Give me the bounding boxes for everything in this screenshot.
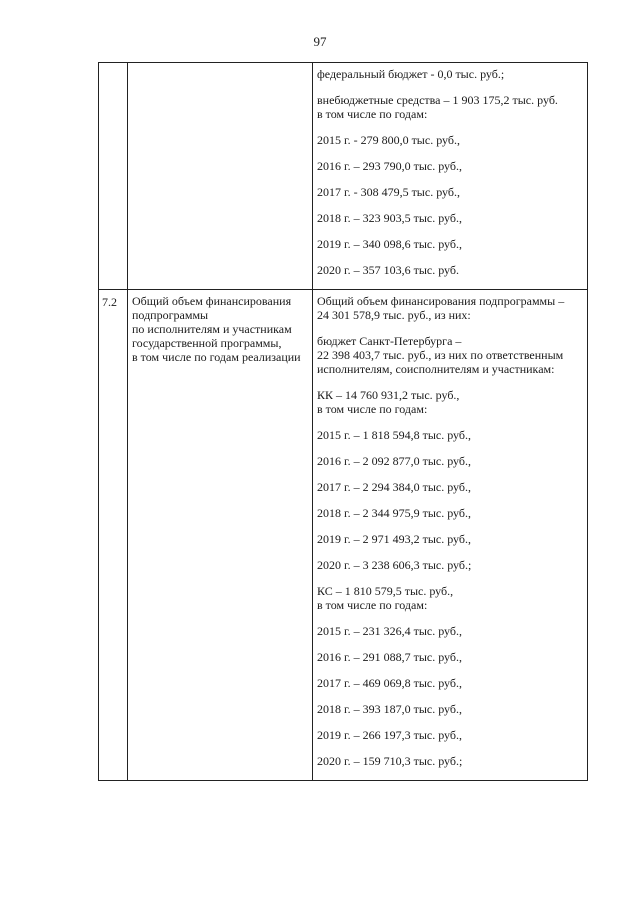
financing-table bbox=[98, 62, 588, 781]
funding-line: КС – 1 810 579,5 тыс. руб., в том числе по годам: bbox=[317, 584, 454, 612]
row-number-cell bbox=[99, 63, 128, 290]
funding-line: 2020 г. – 357 103,6 тыс. руб. bbox=[317, 263, 459, 277]
row-number-cell bbox=[99, 290, 128, 781]
funding-line: 2017 г. – 2 294 384,0 тыс. руб., bbox=[317, 480, 471, 494]
funding-line: федеральный бюджет - 0,0 тыс. руб.; bbox=[317, 67, 505, 81]
page-number: 97 bbox=[313, 34, 327, 49]
funding-line: 2019 г. – 2 971 493,2 тыс. руб., bbox=[317, 532, 471, 546]
funding-line: 2019 г. – 266 197,3 тыс. руб., bbox=[317, 728, 462, 742]
funding-line: 2016 г. – 291 088,7 тыс. руб., bbox=[317, 650, 462, 664]
funding-line: 2019 г. – 340 098,6 тыс. руб., bbox=[317, 237, 462, 251]
row-name bbox=[128, 63, 312, 67]
funding-line: 2020 г. – 3 238 606,3 тыс. руб.; bbox=[317, 558, 472, 572]
funding-line: 2015 г. – 1 818 594,8 тыс. руб., bbox=[317, 428, 471, 442]
row-name-cell bbox=[128, 290, 313, 781]
row-number bbox=[99, 63, 127, 68]
row-number: 7.2 bbox=[102, 295, 117, 309]
funding-line: Общий объем финансирования подпрограммы – 24 301 578,9 тыс. руб., из них: bbox=[317, 294, 565, 322]
table-row bbox=[99, 290, 588, 781]
funding-line: 2015 г. - 279 800,0 тыс. руб., bbox=[317, 133, 460, 147]
funding-line: 2018 г. – 2 344 975,9 тыс. руб., bbox=[317, 506, 471, 520]
funding-line: 2016 г. – 2 092 877,0 тыс. руб., bbox=[317, 454, 471, 468]
funding-line: бюджет Санкт-Петербурга – 22 398 403,7 тыс. руб., из них по ответственным исполнителям, соисполнителям и участникам: bbox=[317, 334, 564, 376]
funding-line: 2015 г. – 231 326,4 тыс. руб., bbox=[317, 624, 462, 638]
funding-line: 2018 г. – 323 903,5 тыс. руб., bbox=[317, 211, 462, 225]
funding-line: 2016 г. – 293 790,0 тыс. руб., bbox=[317, 159, 462, 173]
funding-line: 2018 г. – 393 187,0 тыс. руб., bbox=[317, 702, 462, 716]
funding-line: внебюджетные средства – 1 903 175,2 тыс. руб. в том числе по годам: bbox=[317, 93, 558, 121]
row-values-cell bbox=[313, 63, 588, 290]
row-name: Общий объем финансирования подпрограммы по исполнителям и участникам государственной программы, в том числе по годам реализации bbox=[132, 294, 301, 364]
funding-line: 2017 г. – 469 069,8 тыс. руб., bbox=[317, 676, 462, 690]
row-name-cell bbox=[128, 63, 313, 290]
funding-line: КК – 14 760 931,2 тыс. руб., в том числе по годам: bbox=[317, 388, 460, 416]
table-row bbox=[99, 63, 588, 290]
funding-line: 2020 г. – 159 710,3 тыс. руб.; bbox=[317, 754, 463, 768]
funding-line: 2017 г. - 308 479,5 тыс. руб., bbox=[317, 185, 460, 199]
row-values-cell bbox=[313, 290, 588, 781]
